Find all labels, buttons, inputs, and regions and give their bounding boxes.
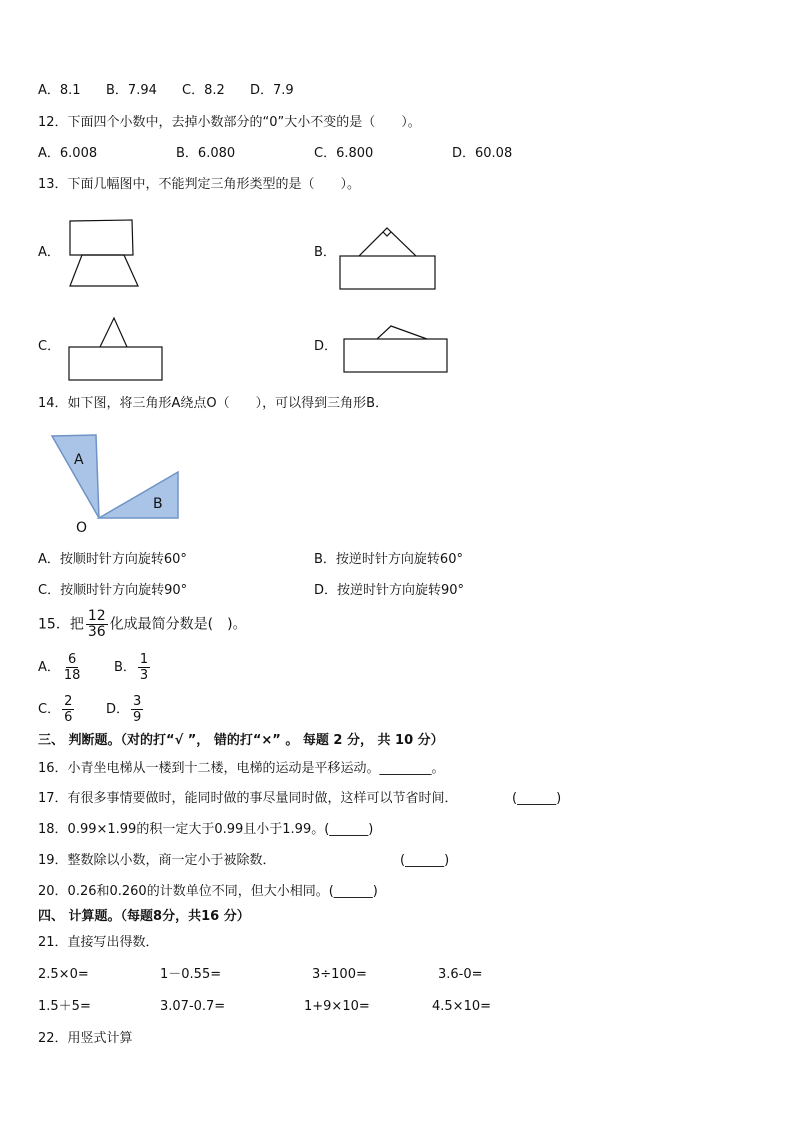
q15-option-d — [106, 694, 145, 725]
q21-item: 1+9×10= — [304, 999, 370, 1014]
q15-fraction — [86, 609, 108, 640]
q21-item: 3.6-0= — [438, 967, 483, 982]
q12-stem: 12．下面四个小数中，去掉小数部分的“0”大小不变的是（ ）。 — [38, 115, 421, 130]
q15-stem — [38, 609, 247, 640]
q13-label-b: B． — [314, 245, 336, 260]
q14-option-d: D．按逆时针方向旋转90° — [314, 583, 465, 598]
q15-option-d-den: 9 — [133, 710, 142, 725]
q21-item: 2.5×0= — [38, 967, 89, 982]
section-4-title: 四、 计算题。（每题8分，共16 分） — [38, 909, 250, 924]
triangle-b — [99, 472, 178, 518]
triangle-a-label: A — [74, 452, 84, 468]
q13-label-c: C． — [38, 339, 61, 354]
q11-option-d: D．7.9 — [250, 83, 294, 98]
q22-stem: 22．用竖式计算 — [38, 1031, 133, 1046]
q15-option-a — [38, 652, 84, 683]
q19-text: 19．整数除以小数，商一定小于被除数． — [38, 853, 276, 868]
q13-label-a: A． — [38, 245, 60, 260]
point-o-label: O — [76, 520, 88, 536]
q18-text: 18．0.99×1.99的积一定大于0.99且小于1.99。(______) — [38, 822, 374, 837]
q21-item: 4.5×10= — [432, 999, 492, 1014]
q15-option-c — [38, 694, 76, 725]
q17-text: 17．有很多事情要做时，能同时做的事尽量同时做，这样可以节省时间． — [38, 791, 458, 806]
q15-option-a-label: A． — [38, 660, 60, 675]
q12-option-c: C．6.800 — [314, 146, 374, 161]
q14-option-c: C．按顺时针方向旋转90° — [38, 583, 188, 598]
q15-option-a-num: 6 — [68, 652, 77, 667]
q15-option-a-den: 18 — [63, 668, 81, 683]
q11-option-a: A．8.1 — [38, 83, 81, 98]
q15-option-c-den: 6 — [64, 710, 73, 725]
q21-item: 3÷100= — [312, 967, 367, 982]
q14-option-b: B．按逆时针方向旋转60° — [314, 552, 463, 567]
q15-fraction-den: 36 — [87, 624, 106, 640]
triangle-b-label: B — [153, 496, 163, 512]
q14-stem: 14．如下图，将三角形A绕点O（ ），可以得到三角形B． — [38, 396, 389, 411]
q19-answer-blank[interactable]: (______) — [400, 853, 450, 868]
q15-option-c-num: 2 — [64, 694, 73, 709]
q17-answer-blank[interactable]: (______) — [512, 791, 562, 806]
q13-stem: 13．下面几幅图中，不能判定三角形类型的是（ ）。 — [38, 177, 361, 192]
q21-item: 1.5＋5= — [38, 999, 91, 1014]
q15-option-b-num: 1 — [139, 652, 149, 667]
q20-text: 20．0.26和0.260的计数单位不同，但大小相同。(______) — [38, 884, 378, 899]
q16-text: 16．小青坐电梯从一楼到十二楼，电梯的运动是平移运动。________。 — [38, 761, 445, 776]
q15-option-d-label: D． — [106, 702, 130, 717]
q15-option-c-label: C． — [38, 702, 61, 717]
q21-stem: 21．直接写出得数． — [38, 935, 159, 950]
q15-suffix: 化成最简分数是( )。 — [109, 616, 247, 633]
q15-prefix: 15．把 — [38, 616, 84, 633]
q15-option-b — [114, 652, 152, 683]
q12-option-b: B．6.080 — [176, 146, 236, 161]
section-3-title: 三、 判断题。（对的打“√ ”， 错的打“×” 。 每题 2 分， 共 10 分） — [38, 733, 444, 748]
q14-option-a: A．按顺时针方向旋转60° — [38, 552, 187, 567]
q21-item: 1－0.55= — [160, 967, 222, 982]
q15-option-d-num: 3 — [133, 694, 142, 709]
q21-item: 3.07-0.7= — [160, 999, 226, 1014]
q13-label-d: D． — [314, 339, 338, 354]
triangle-a — [52, 435, 99, 518]
q15-fraction-num: 12 — [87, 608, 106, 624]
q15-option-b-label: B． — [114, 660, 136, 675]
q11-option-b: B．7.94 — [106, 83, 157, 98]
q11-option-c: C．8.2 — [182, 83, 225, 98]
q12-option-d: D．60.08 — [452, 146, 513, 161]
q12-option-a: A．6.008 — [38, 146, 98, 161]
q15-option-b-den: 3 — [139, 668, 149, 683]
